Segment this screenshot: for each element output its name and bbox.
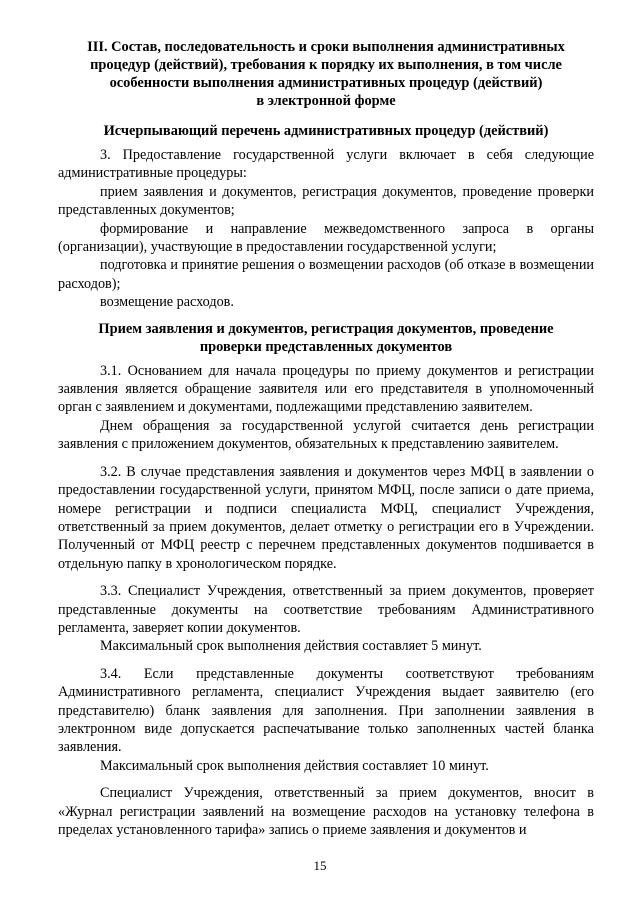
paragraph-3-2: 3.2. В случае представления заявления и документов через МФЦ в заявлении о предоставлении государственной услуги, принятом МФЦ, после записи о дате приема, номере регистрации и подписи специалиста МФЦ, специалист Учреждения, ответственный за прием документов, делает отметку о регистрации его в Учреждении. Полученный от МФЦ реестр с перечнем представленных документов подшивается в отдельную папку в хронологическом порядке. xyxy=(58,463,594,572)
list-item: формирование и направление межведомственного запроса в органы (организации), участвующие в предоставлении государственной услуги; xyxy=(58,220,594,256)
paragraph-3-1: 3.1. Основанием для начала процедуры по приему документов и регистрации заявления является обращение заявителя или его представителя в уполномоченный орган с заявлением и документами, подлежащими представлению заявителем. xyxy=(58,362,594,416)
document-page xyxy=(58,38,594,839)
section-title-line: в электронной форме xyxy=(256,93,396,109)
paragraph-3-4: 3.4. Если представленные документы соответствуют требованиям Административного регламента, специалист Учреждения выдает заявителю (его представителю) бланк заявления для заполнения. При заполнении заявления в электронном виде допускается распечатывание только заполненных частей бланка заявления. xyxy=(58,665,594,756)
section-title-line: III. Состав, последовательность и сроки выполнения административных xyxy=(87,39,565,55)
paragraph-specialist-journal: Специалист Учреждения, ответственный за прием документов, вносит в «Журнал регистрации заявлений на возмещение расходов на установку телефона в пределах установленного тарифа» запись о приеме заявления и документов и xyxy=(58,785,594,838)
paragraph-3: 3. Предоставление государственной услуги включает в себя следующие административные процедуры: xyxy=(58,147,594,182)
paragraph-3-1-cont: Днем обращения за государственной услугой считается день регистрации заявления с приложением документов, обязательных к представлению заявителем. xyxy=(58,417,594,453)
paragraph-3-3-limit: Максимальный срок выполнения действия составляет 5 минут. xyxy=(100,638,482,655)
list-item: подготовка и принятие решения о возмещении расходов (об отказе в возмещении расходов); xyxy=(58,257,594,292)
heading-reception xyxy=(58,320,594,356)
paragraph-3-4-limit: Максимальный срок выполнения действия составляет 10 минут. xyxy=(100,757,489,774)
paragraph-3-3: 3.3. Специалист Учреждения, ответственный за прием документов, проверяет представленные документы на соответствие требованиям Административного регламента, заверяет копии документов. xyxy=(58,583,594,636)
list-item: прием заявления и документов, регистрация документов, проведение проверки представленных документов; xyxy=(58,183,594,219)
section-title xyxy=(58,38,594,110)
heading-line: проверки представленных документов xyxy=(199,338,453,355)
list-item: возмещение расходов. xyxy=(100,294,234,311)
page-number: 15 xyxy=(313,858,327,873)
section-title-line: процедур (действий), требования к порядку их выполнения, в том числе xyxy=(90,57,562,73)
heading-procedures-list: Исчерпывающий перечень административных процедур (действий) xyxy=(103,123,549,139)
section-title-line: особенности выполнения административных процедур (действий) xyxy=(109,75,543,91)
heading-line: Прием заявления и документов, регистрация документов, проведение xyxy=(98,320,554,337)
